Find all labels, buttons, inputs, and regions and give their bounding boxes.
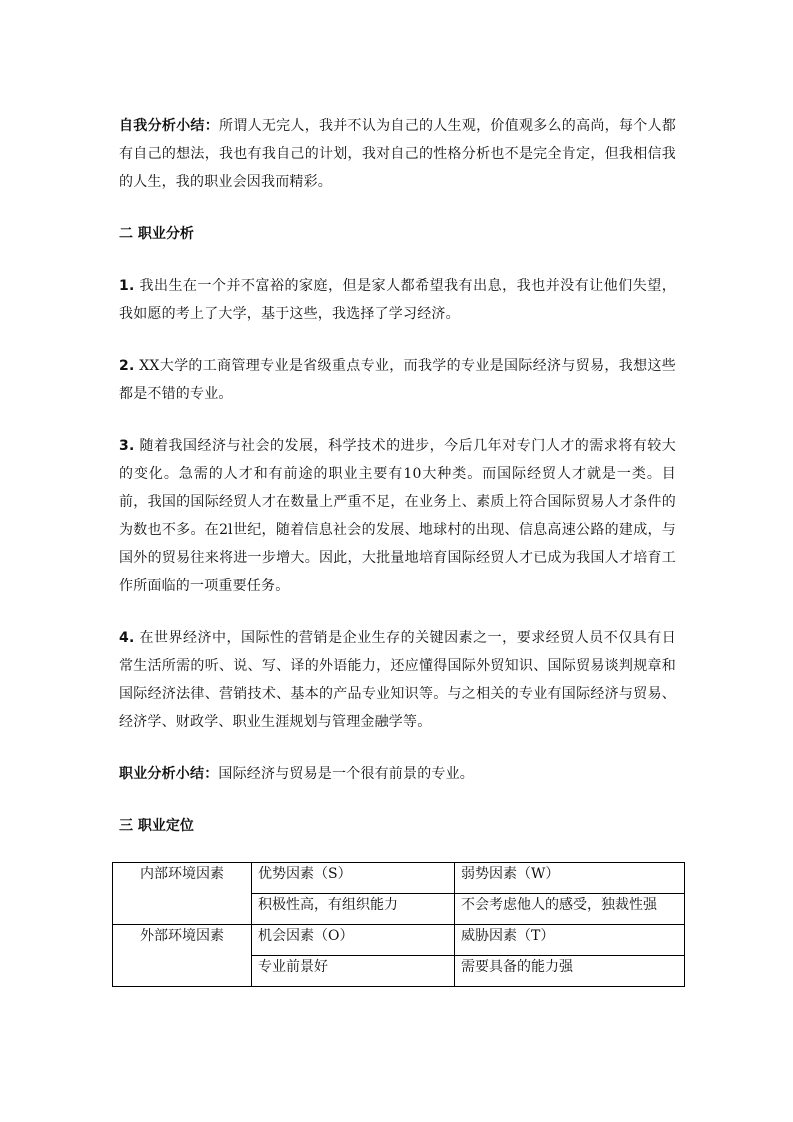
item-2-number: 2. (119, 358, 135, 374)
threats-cell: 需要具备的能力强 (455, 956, 685, 987)
strengths-cell: 积极性高，有组织能力 (252, 894, 455, 925)
opportunities-header-cell: 机会因素（O） (252, 925, 455, 956)
self-summary-paragraph (119, 112, 676, 196)
career-summary-paragraph (119, 760, 676, 788)
item-3-number: 3. (119, 438, 135, 454)
item-2-paragraph (119, 352, 676, 408)
item-1-number: 1. (119, 278, 135, 294)
item-4-paragraph (119, 624, 676, 736)
strengths-header-cell: 优势因素（S） (252, 863, 455, 894)
item-3-paragraph (119, 432, 676, 600)
self-summary-text: 所谓人无完人，我并不认为自己的人生观，价值观多么的高尚，每个人都有自己的想法，我也有我自己的计划，我对自己的性格分析也不是完全肯定，但我相信我的人生，我的职业会因我而精彩。 (119, 118, 676, 190)
self-summary-label: 自我分析小结： (119, 118, 219, 134)
item-1-paragraph (119, 272, 676, 328)
item-4-text: 在世界经济中，国际性的营销是企业生存的关键因素之一，要求经贸人员不仅具有日常生活所需的听、说、写、译的外语能力，还应懂得国际外贸知识、国际贸易谈判规章和国际经济法律、营销技术、基本的产品专业知识等。与之相关的专业有国际经济与贸易、经济学、财政学、职业生涯规划与管理金融学等。 (119, 630, 676, 730)
external-factors-cell: 外部环境因素 (113, 925, 252, 987)
section-3-title: 三 职业定位 (119, 818, 194, 834)
item-2-text: XX大学的工商管理专业是省级重点专业，而我学的专业是国际经济与贸易，我想这些都是不错的专业。 (119, 358, 676, 402)
weaknesses-cell: 不会考虑他人的感受，独裁性强 (455, 894, 685, 925)
item-4-number: 4. (119, 630, 135, 646)
internal-factors-cell: 内部环境因素 (113, 863, 252, 925)
weaknesses-header-cell: 弱势因素（W） (455, 863, 685, 894)
document-body (119, 112, 676, 840)
section-2-title: 二 职业分析 (119, 226, 194, 242)
item-1-text: 我出生在一个并不富裕的家庭，但是家人都希望我有出息，我也并没有让他们失望，我如愿的考上了大学，基于这些，我选择了学习经济。 (119, 278, 676, 322)
opportunities-cell: 专业前景好 (252, 956, 455, 987)
career-summary-label: 职业分析小结： (119, 766, 219, 782)
career-summary-text: 国际经济与贸易是一个很有前景的专业。 (218, 766, 475, 782)
item-3-text: 随着我国经济与社会的发展，科学技术的进步，今后几年对专门人才的需求将有较大的变化。急需的人才和有前途的职业主要有10大种类。而国际经贸人才就是一类。目前，我国的国际经贸人才在数量上严重不足，在业务上、素质上符合国际贸易人才条件的为数也不多。在2l世纪，随着信息社会的发展、地球村的出现、信息高速公路的建成，与国外的贸易往来将进一步增大。因此，大批量地培育国际经贸人才已成为我国人才培育工作所面临的一项重要任务。 (119, 438, 676, 594)
threats-header-cell: 威胁因素（T） (455, 925, 685, 956)
swot-table (112, 862, 685, 987)
table-row (113, 863, 685, 894)
table-row (113, 925, 685, 956)
